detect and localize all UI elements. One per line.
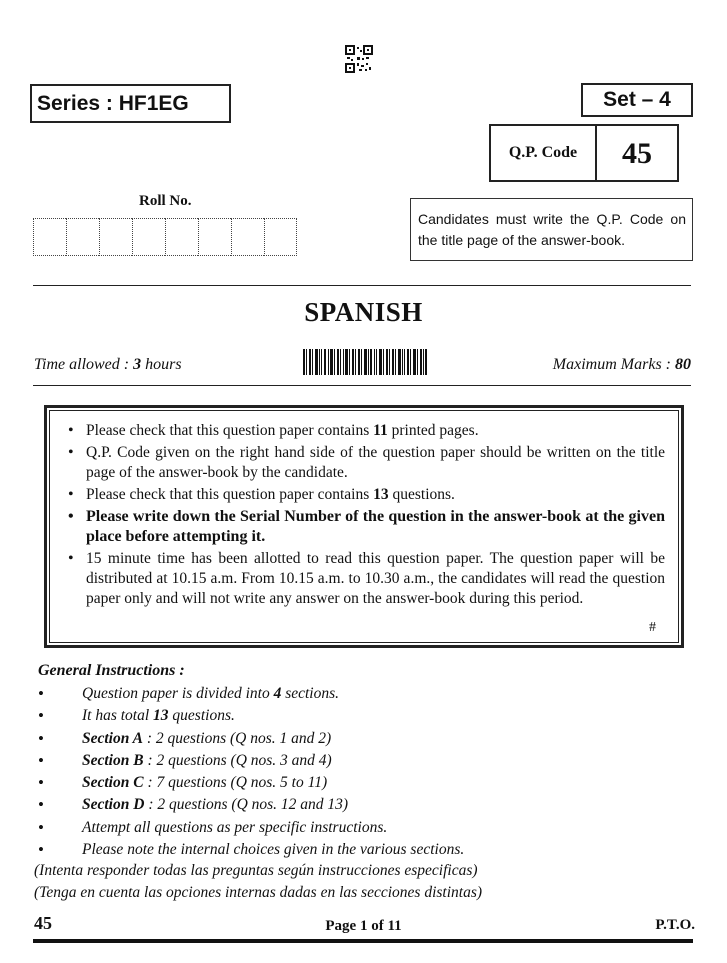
instruction-item: • Please note the internal choices given in the various sections. xyxy=(34,839,694,861)
roll-cell[interactable] xyxy=(132,218,165,256)
note-item: • Please write down the Serial Number of the question in the answer-book at the given place before attempting it. xyxy=(60,507,665,547)
instruction-item: • Question paper is divided into 4 sections. xyxy=(34,683,694,705)
candidate-note-box xyxy=(410,198,693,261)
page-number: Page 1 of 11 xyxy=(325,918,402,934)
general-instructions-list xyxy=(34,683,694,861)
roll-cell[interactable] xyxy=(231,218,264,256)
instruction-item: • It has total 13 questions. xyxy=(34,705,694,727)
time-allowed: Time allowed : 3 hours xyxy=(34,356,182,373)
roll-no-label: Roll No. xyxy=(139,193,192,209)
maximum-marks: Maximum Marks : 80 xyxy=(552,356,691,373)
roll-cell[interactable] xyxy=(66,218,99,256)
marks-value: 80 xyxy=(675,356,691,373)
roll-no-boxes[interactable] xyxy=(33,218,297,256)
barcode-icon xyxy=(303,349,427,375)
note-item: • Q.P. Code given on the right hand side of the question paper should be written on the title page of the answer-book by the candidate. xyxy=(60,443,665,483)
roll-cell[interactable] xyxy=(165,218,198,256)
series-box xyxy=(30,84,231,123)
pto-label: P.T.O. xyxy=(655,917,695,933)
roll-cell[interactable] xyxy=(99,218,132,256)
instruction-item: • Section A : 2 questions (Q nos. 1 and 2) xyxy=(34,728,694,750)
spanish-note-2: (Tenga en cuenta las opciones internas dadas en las secciones distintas) xyxy=(34,884,483,901)
footer-rule xyxy=(33,939,693,943)
roll-cell[interactable] xyxy=(33,218,66,256)
qp-code-label: Q.P. Code xyxy=(491,126,597,180)
note-item: • Please check that this question paper contains 11 printed pages. xyxy=(60,421,665,441)
set-box xyxy=(581,83,693,117)
qp-code-value: 45 xyxy=(622,137,652,170)
set-label: Set – 4 xyxy=(603,88,671,111)
instruction-item: • Section D : 2 questions (Q nos. 12 and 13) xyxy=(34,794,694,816)
notes-box xyxy=(44,405,684,648)
divider xyxy=(33,285,691,286)
instruction-item: • Attempt all questions as per specific instructions. xyxy=(34,817,694,839)
page-title: SPANISH xyxy=(304,297,423,327)
roll-cell[interactable] xyxy=(198,218,231,256)
qr-code-icon xyxy=(345,45,373,73)
series-label: Series : HF1EG xyxy=(37,92,189,115)
instruction-item: • Section B : 2 questions (Q nos. 3 and 4) xyxy=(34,750,694,772)
instruction-item: • Section C : 7 questions (Q nos. 5 to 11) xyxy=(34,772,694,794)
general-instructions-heading: General Instructions : xyxy=(38,662,185,679)
qp-code-box xyxy=(489,124,679,182)
spanish-note-1: (Intenta responder todas las preguntas según instrucciones especificas) xyxy=(34,862,478,879)
candidate-note: Candidates must write the Q.P. Code on the title page of the answer-book. xyxy=(418,211,686,248)
footer-code: 45 xyxy=(34,913,52,933)
time-value: 3 xyxy=(133,356,142,373)
note-item: • Please check that this question paper contains 13 questions. xyxy=(60,485,665,505)
divider xyxy=(33,385,691,386)
roll-cell[interactable] xyxy=(264,218,297,256)
note-item: • 15 minute time has been allotted to read this question paper. The question paper will be distributed at 10.15 a.m. From 10.15 a.m. to 10.30 a.m., the candidates will read the question paper only and will not write any answer on the answer-book during this period. xyxy=(60,549,665,609)
hash-mark: # xyxy=(649,620,656,635)
